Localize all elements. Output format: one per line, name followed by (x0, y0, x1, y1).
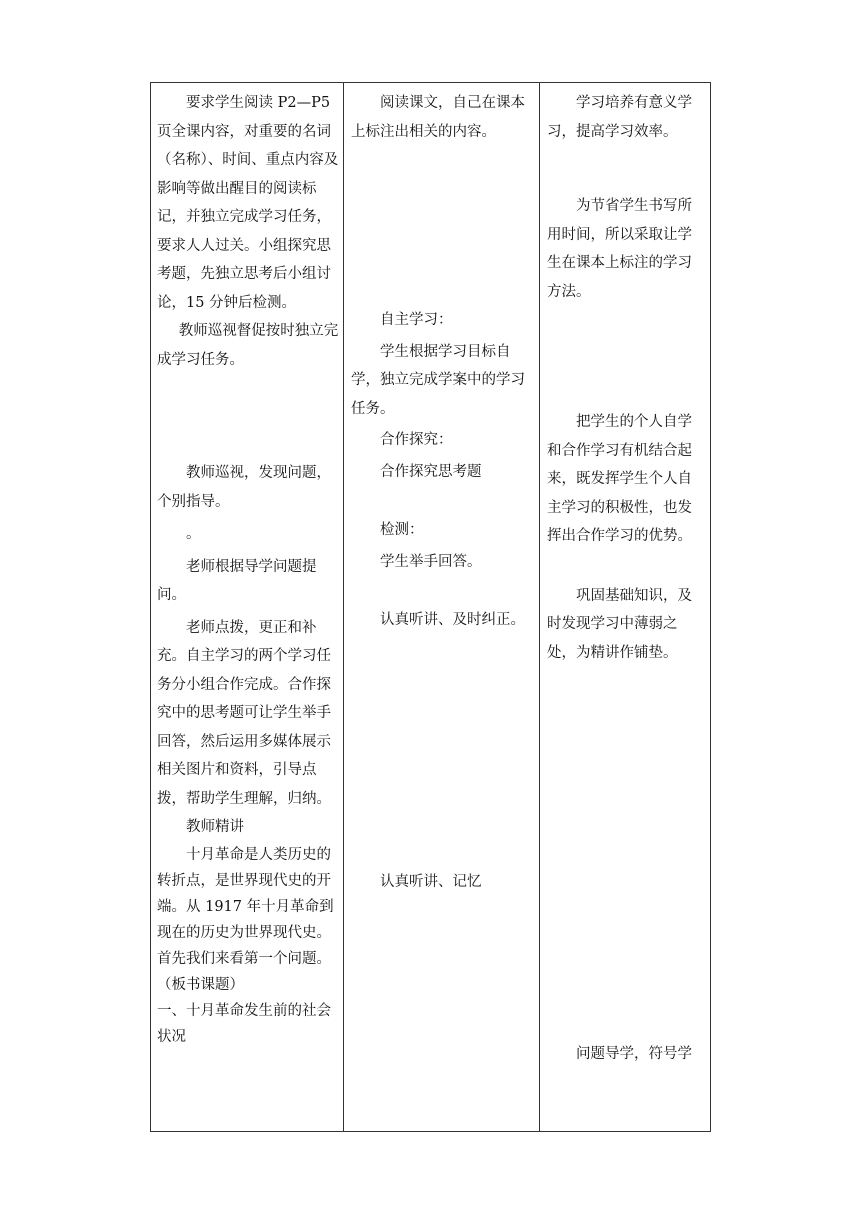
teacher-activity-column (151, 83, 343, 1131)
section-heading: 一、十月革命发生前的社会状况 (157, 1002, 331, 1045)
listening-text: 认真听讲、及时纠正。 (380, 612, 525, 628)
teacher-patrol-text: 教师巡视督促按时独立完成学习任务。 (157, 323, 339, 368)
intent-efficiency-text: 学习培养有意义学习，提高学习效率。 (547, 95, 692, 140)
listening-memory-text: 认真听讲、记忆 (380, 873, 482, 890)
period-mark: 。 (186, 526, 201, 542)
intent-cooperation-text: 把学生的个人自学和合作学习有机结合起来，既发挥学生个人自主学习的积极性，也发挥出合作学习的优势。 (547, 414, 692, 544)
design-intent-column (539, 83, 712, 1131)
student-reading-text: 阅读课文，自己在课本上标注出相关的内容。 (351, 95, 525, 140)
test-label: 检测： (380, 522, 424, 538)
lesson-plan-table (150, 82, 711, 1132)
teacher-questioning-text: 老师根据导学问题提问。 (157, 558, 317, 603)
intent-time-saving-text: 为节省学生书写所用时间，所以采取让学生在课本上标注的学习方法。 (547, 198, 692, 300)
student-activity-column (343, 83, 539, 1131)
teacher-lecture-heading: 教师精讲 (186, 819, 244, 835)
lecture-content-text: 十月革命是人类历史的转折点，是世界现代史的开端。从 1917 年十月革命到现在的历史为世界现代史。首先我们来看第一个问题。（板书课题） (157, 846, 334, 993)
teacher-explanation-text: 老师点拨，更正和补充。自主学习的两个学习任务分小组合作完成。合作探究中的思考题可让学生举手回答，然后运用多媒体展示相关图片和资料，引导点拨，帮助学生理解，归纳。 (157, 619, 331, 807)
teacher-instruction-text: 要求学生阅读 P2—P5 页全课内容，对重要的名词（名称）、时间、重点内容及影响等做出醒目的阅读标记，并独立完成学习任务，要求人人过关。小组探究思考题，先独立思考后小组讨论，15 分钟后检测。 (157, 95, 339, 311)
self-study-text: 学生根据学习目标自学，独立完成学案中的学习任务。 (351, 343, 525, 417)
intent-problem-guided-text: 问题导学，符号学 (576, 1046, 692, 1062)
test-text: 学生举手回答。 (380, 553, 482, 570)
teacher-guidance-text: 教师巡视，发现问题，个别指导。 (157, 465, 331, 510)
cooperation-label: 合作探究： (380, 432, 453, 448)
self-study-label: 自主学习： (380, 312, 453, 328)
intent-foundation-text: 巩固基础知识，及时发现学习中薄弱之处，为精讲作铺垫。 (547, 587, 692, 661)
cooperation-text: 合作探究思考题 (380, 463, 482, 480)
